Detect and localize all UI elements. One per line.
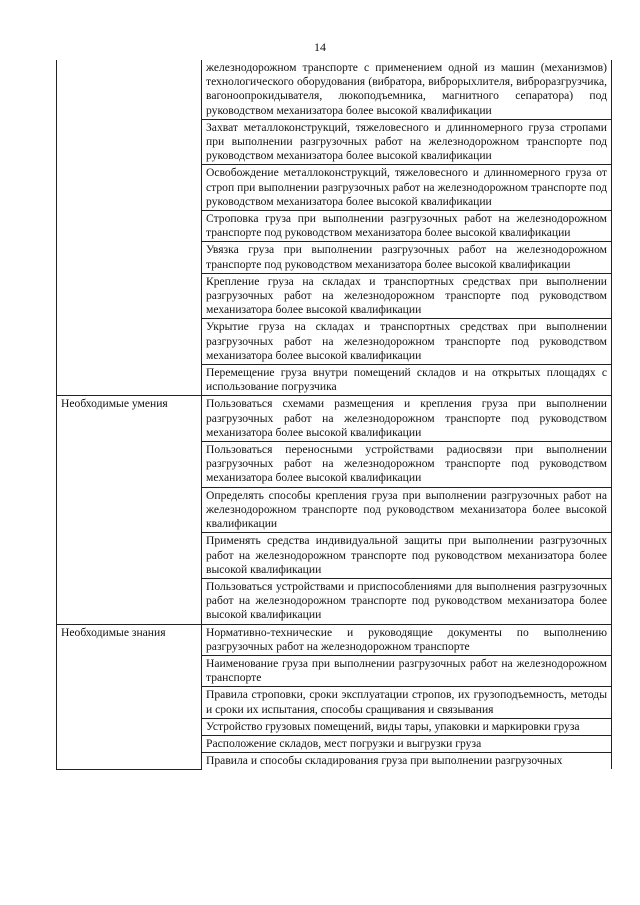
table-cell: Перемещение груза внутри помещений складов и на открытых площадях с использование погрузчика bbox=[202, 365, 612, 396]
table-cell: Освобождение металлоконструкций, тяжеловесного и длинномерного груза от строп при выполнении разгрузочных работ на железнодорожном транспорте под руководством механизатора более высокой квалификации bbox=[202, 165, 612, 211]
table-cell: Увязка груза при выполнении разгрузочных работ на железнодорожном транспорте под руководством механизатора более высокой квалификации bbox=[202, 242, 612, 273]
table-cell: Пользоваться переносными устройствами радиосвязи при выполнении разгрузочных работ на железнодорожном транспорте под руководством механизатора более высокой квалификации bbox=[202, 442, 612, 488]
table-row bbox=[57, 60, 612, 119]
table-cell: Укрытие груза на складах и транспортных средствах при выполнении разгрузочных работ на железнодорожном транспорте под руководством механизатора более высокой квалификации bbox=[202, 319, 612, 365]
table-cell: Правила и способы складирования груза при выполнении разгрузочных bbox=[202, 753, 612, 770]
table-cell: Крепление груза на складах и транспортных средствах при выполнении разгрузочных работ на железнодорожном транспорте под руководством механизатора более высокой квалификации bbox=[202, 273, 612, 319]
table-cell: Пользоваться устройствами и приспособлениями для выполнения разгрузочных работ на железнодорожном транспорте под руководством механизатора более высокой квалификации bbox=[202, 578, 612, 624]
table-cell: Наименование груза при выполнении разгрузочных работ на железнодорожном транспорте bbox=[202, 655, 612, 686]
row-label-empty bbox=[57, 60, 202, 396]
table-cell: Применять средства индивидуальной защиты при выполнении разгрузочных работ на железнодорожном транспорте под руководством механизатора более высокой квалификации bbox=[202, 533, 612, 579]
table-cell: Захват металлоконструкций, тяжеловесного и длинномерного груза стропами при выполнении разгрузочных работ на железнодорожном транспорте под руководством механизатора более высокой квалификации bbox=[202, 119, 612, 165]
page-number: 14 bbox=[314, 40, 326, 54]
table-cell: Строповка груза при выполнении разгрузочных работ на железнодорожном транспорте под руководством механизатора более высокой квалификации bbox=[202, 211, 612, 242]
table-cell: Правила строповки, сроки эксплуатации стропов, их грузоподъемность, методы и сроки их испытания, способы сращивания и связывания bbox=[202, 687, 612, 718]
table-cell: Нормативно-технические и руководящие документы по выполнению разгрузочных работ на железнодорожном транспорте bbox=[202, 624, 612, 655]
table-cell: Пользоваться схемами размещения и крепления груза при выполнении разгрузочных работ на железнодорожном транспорте под руководством механизатора более высокой квалификации bbox=[202, 396, 612, 442]
table-cell: Определять способы крепления груза при выполнении разгрузочных работ на железнодорожном транспорте под руководством механизатора более высокой квалификации bbox=[202, 487, 612, 533]
table-cell: Расположение складов, мест погрузки и выгрузки груза bbox=[202, 735, 612, 752]
table-cell: Устройство грузовых помещений, виды тары, упаковки и маркировки груза bbox=[202, 718, 612, 735]
row-label-skills: Необходимые умения bbox=[57, 396, 202, 624]
table-cell: железнодорожном транспорте с применением одной из машин (механизмов) технологического оборудования (вибратора, виброрыхлителя, виброразгрузчика, вагоноопрокидывателя, люкоподъемника, магнитного сепаратора) под руководством механизатора более высокой квалификации bbox=[202, 60, 612, 119]
qualification-table bbox=[56, 60, 612, 770]
table-row bbox=[57, 396, 612, 442]
row-label-knowledge: Необходимые знания bbox=[57, 624, 202, 769]
table-row bbox=[57, 624, 612, 655]
